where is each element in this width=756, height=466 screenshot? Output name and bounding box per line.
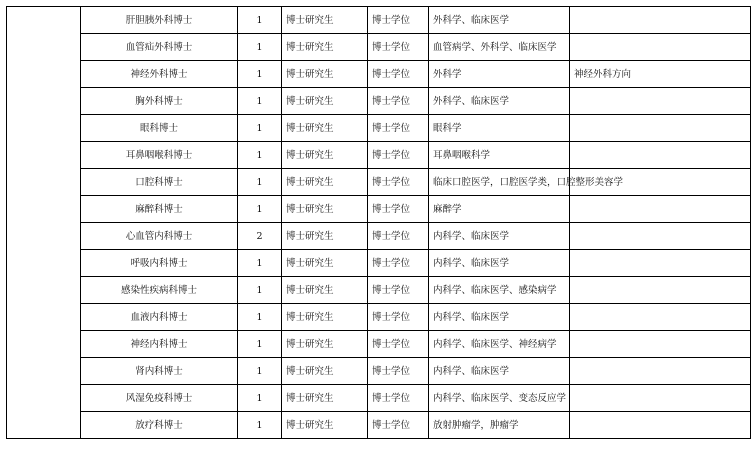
degree-cell-text: 博士学位 xyxy=(372,41,411,53)
table-row xyxy=(7,88,751,115)
table-row xyxy=(7,250,751,277)
note-cell xyxy=(570,223,751,250)
post-name-cell-text: 肾内科博士 xyxy=(135,365,183,377)
headcount-cell xyxy=(238,7,282,34)
note-cell xyxy=(570,250,751,277)
major-cell-text: 内科学、临床医学 xyxy=(433,257,510,269)
headcount-cell-text: 1 xyxy=(256,365,263,377)
education-cell xyxy=(282,169,368,196)
recruitment-table xyxy=(6,6,751,439)
post-name-cell xyxy=(81,61,238,88)
major-cell-text: 内科学、临床医学、感染病学 xyxy=(433,284,557,296)
headcount-cell xyxy=(238,34,282,61)
education-cell-text: 博士研究生 xyxy=(286,338,334,350)
major-cell-text: 外科学、临床医学 xyxy=(433,14,510,26)
major-cell xyxy=(429,115,570,142)
headcount-cell xyxy=(238,88,282,115)
post-name-cell-text: 眼科博士 xyxy=(139,122,178,134)
table-row xyxy=(7,115,751,142)
education-cell xyxy=(282,304,368,331)
table-row xyxy=(7,34,751,61)
note-cell xyxy=(570,88,751,115)
major-cell xyxy=(429,142,570,169)
education-cell-text: 博士研究生 xyxy=(286,284,334,296)
table-row xyxy=(7,304,751,331)
major-cell xyxy=(429,331,570,358)
degree-cell-text: 博士学位 xyxy=(372,257,411,269)
education-cell xyxy=(282,358,368,385)
post-name-cell-text: 风湿免疫科博士 xyxy=(125,392,193,404)
major-cell xyxy=(429,88,570,115)
degree-cell xyxy=(368,115,429,142)
degree-cell xyxy=(368,412,429,439)
post-name-cell xyxy=(81,277,238,304)
table-row xyxy=(7,142,751,169)
post-name-cell xyxy=(81,331,238,358)
major-cell xyxy=(429,223,570,250)
major-cell xyxy=(429,169,624,196)
headcount-cell xyxy=(238,358,282,385)
post-name-cell-text: 放疗科博士 xyxy=(135,419,183,431)
degree-cell-text: 博士学位 xyxy=(372,338,411,350)
note-cell xyxy=(570,277,751,304)
post-name-cell xyxy=(81,88,238,115)
degree-cell-text: 博士学位 xyxy=(372,419,411,431)
education-cell xyxy=(282,412,368,439)
education-cell xyxy=(282,331,368,358)
post-name-cell xyxy=(81,196,238,223)
degree-cell xyxy=(368,34,429,61)
major-cell-text: 放射肿瘤学，肿瘤学 xyxy=(433,419,519,431)
post-name-cell xyxy=(81,412,238,439)
degree-cell xyxy=(368,61,429,88)
degree-cell-text: 博士学位 xyxy=(372,203,411,215)
headcount-cell xyxy=(238,412,282,439)
headcount-cell xyxy=(238,304,282,331)
headcount-cell xyxy=(238,115,282,142)
note-cell xyxy=(570,7,751,34)
post-name-cell xyxy=(81,142,238,169)
headcount-cell xyxy=(238,250,282,277)
post-name-cell xyxy=(81,358,238,385)
post-name-cell-text: 感染性疾病科博士 xyxy=(120,284,197,296)
education-cell xyxy=(282,223,368,250)
education-cell xyxy=(282,196,368,223)
major-cell-text: 麻醉学 xyxy=(433,203,462,215)
post-name-cell-text: 血管疝外科博士 xyxy=(125,41,193,53)
note-cell xyxy=(570,412,751,439)
table-row xyxy=(7,277,751,304)
major-cell-text: 眼科学 xyxy=(433,122,462,134)
post-name-cell-text: 口腔科博士 xyxy=(135,176,183,188)
major-cell xyxy=(429,412,570,439)
degree-cell-text: 博士学位 xyxy=(372,122,411,134)
degree-cell-text: 博士学位 xyxy=(372,68,411,80)
post-name-cell-text: 心血管内科博士 xyxy=(125,230,193,242)
post-name-cell-text: 肝胆胰外科博士 xyxy=(125,14,193,26)
post-name-cell-text: 神经外科博士 xyxy=(130,68,188,80)
note-cell xyxy=(570,115,751,142)
education-cell xyxy=(282,7,368,34)
education-cell xyxy=(282,142,368,169)
education-cell-text: 博士研究生 xyxy=(286,203,334,215)
table-body xyxy=(7,7,751,439)
education-cell-text: 博士研究生 xyxy=(286,230,334,242)
degree-cell xyxy=(368,169,429,196)
education-cell-text: 博士研究生 xyxy=(286,365,334,377)
note-cell xyxy=(570,61,751,88)
post-name-cell xyxy=(81,7,238,34)
education-cell-text: 博士研究生 xyxy=(286,68,334,80)
headcount-cell-text: 1 xyxy=(256,284,263,296)
degree-cell-text: 博士学位 xyxy=(372,14,411,26)
degree-cell xyxy=(368,142,429,169)
degree-cell xyxy=(368,358,429,385)
degree-cell-text: 博士学位 xyxy=(372,284,411,296)
table-row xyxy=(7,196,751,223)
major-cell xyxy=(429,277,570,304)
post-name-cell xyxy=(81,34,238,61)
headcount-cell xyxy=(238,385,282,412)
degree-cell xyxy=(368,304,429,331)
table-row xyxy=(7,169,751,196)
headcount-cell-text: 1 xyxy=(256,149,263,161)
post-name-cell-text: 呼吸内科博士 xyxy=(130,257,188,269)
post-name-cell-text: 胸外科博士 xyxy=(135,95,183,107)
note-cell xyxy=(570,331,751,358)
post-name-cell xyxy=(81,304,238,331)
headcount-cell-text: 1 xyxy=(256,203,263,215)
education-cell-text: 博士研究生 xyxy=(286,95,334,107)
education-cell xyxy=(282,385,368,412)
degree-cell-text: 博士学位 xyxy=(372,149,411,161)
degree-cell-text: 博士学位 xyxy=(372,95,411,107)
major-cell-text: 内科学、临床医学 xyxy=(433,365,510,377)
major-cell-text: 内科学、临床医学 xyxy=(433,230,510,242)
note-cell xyxy=(570,385,751,412)
major-cell xyxy=(429,250,570,277)
major-cell-text: 血管病学、外科学、临床医学 xyxy=(433,41,557,53)
note-cell xyxy=(570,142,751,169)
headcount-cell xyxy=(238,169,282,196)
education-cell-text: 博士研究生 xyxy=(286,419,334,431)
major-cell xyxy=(429,196,570,223)
education-cell-text: 博士研究生 xyxy=(286,176,334,188)
degree-cell-text: 博士学位 xyxy=(372,176,411,188)
degree-cell xyxy=(368,331,429,358)
degree-cell xyxy=(368,7,429,34)
table-row xyxy=(7,223,751,250)
department-cell xyxy=(7,7,81,439)
headcount-cell-text: 1 xyxy=(256,176,263,188)
table-row xyxy=(7,331,751,358)
education-cell-text: 博士研究生 xyxy=(286,41,334,53)
headcount-cell-text: 1 xyxy=(256,122,263,134)
note-cell xyxy=(570,196,751,223)
headcount-cell-text: 1 xyxy=(256,392,263,404)
education-cell xyxy=(282,250,368,277)
headcount-cell-text: 1 xyxy=(256,311,263,323)
education-cell-text: 博士研究生 xyxy=(286,311,334,323)
major-cell-text: 外科学、临床医学 xyxy=(433,95,510,107)
education-cell xyxy=(282,115,368,142)
headcount-cell xyxy=(238,223,282,250)
post-name-cell xyxy=(81,115,238,142)
table-row xyxy=(7,412,751,439)
degree-cell xyxy=(368,277,429,304)
headcount-cell-text: 1 xyxy=(256,41,263,53)
post-name-cell-text: 神经内科博士 xyxy=(130,338,188,350)
degree-cell-text: 博士学位 xyxy=(372,365,411,377)
major-cell-text: 外科学 xyxy=(433,68,462,80)
education-cell-text: 博士研究生 xyxy=(286,392,334,404)
degree-cell-text: 博士学位 xyxy=(372,311,411,323)
major-cell xyxy=(429,34,570,61)
degree-cell-text: 博士学位 xyxy=(372,230,411,242)
degree-cell-text: 博士学位 xyxy=(372,392,411,404)
degree-cell xyxy=(368,385,429,412)
major-cell xyxy=(429,61,570,88)
education-cell-text: 博士研究生 xyxy=(286,122,334,134)
major-cell-text: 内科学、临床医学、变态反应学 xyxy=(433,392,567,404)
headcount-cell xyxy=(238,277,282,304)
major-cell xyxy=(429,7,570,34)
major-cell-text: 内科学、临床医学、神经病学 xyxy=(433,338,557,350)
major-cell-text: 内科学、临床医学 xyxy=(433,311,510,323)
post-name-cell-text: 麻醉科博士 xyxy=(135,203,183,215)
table-row xyxy=(7,61,751,88)
note-cell xyxy=(570,304,751,331)
headcount-cell xyxy=(238,331,282,358)
headcount-cell-text: 1 xyxy=(256,419,263,431)
education-cell xyxy=(282,61,368,88)
post-name-cell-text: 血液内科博士 xyxy=(130,311,188,323)
education-cell-text: 博士研究生 xyxy=(286,149,334,161)
education-cell-text: 博士研究生 xyxy=(286,14,334,26)
major-cell xyxy=(429,358,570,385)
note-cell xyxy=(570,358,751,385)
education-cell xyxy=(282,277,368,304)
headcount-cell xyxy=(238,61,282,88)
table-row xyxy=(7,358,751,385)
post-name-cell xyxy=(81,250,238,277)
headcount-cell-text: 1 xyxy=(256,95,263,107)
headcount-cell-text: 2 xyxy=(256,230,263,242)
headcount-cell-text: 1 xyxy=(256,68,263,80)
headcount-cell-text: 1 xyxy=(256,14,263,26)
education-cell xyxy=(282,88,368,115)
headcount-cell xyxy=(238,196,282,223)
headcount-cell-text: 1 xyxy=(256,257,263,269)
headcount-cell-text: 1 xyxy=(256,338,263,350)
education-cell-text: 博士研究生 xyxy=(286,257,334,269)
major-cell-text: 临床口腔医学，口腔医学类，口腔整形美容学 xyxy=(433,176,624,188)
headcount-cell xyxy=(238,142,282,169)
major-cell xyxy=(429,385,570,412)
degree-cell xyxy=(368,88,429,115)
note-cell-text: 神经外科方向 xyxy=(574,68,632,80)
table-row xyxy=(7,7,751,34)
degree-cell xyxy=(368,223,429,250)
note-cell xyxy=(570,34,751,61)
post-name-cell xyxy=(81,223,238,250)
degree-cell xyxy=(368,196,429,223)
post-name-cell xyxy=(81,169,238,196)
degree-cell xyxy=(368,250,429,277)
post-name-cell xyxy=(81,385,238,412)
major-cell xyxy=(429,304,570,331)
major-cell-text: 耳鼻咽喉科学 xyxy=(433,149,491,161)
table-row xyxy=(7,385,751,412)
education-cell xyxy=(282,34,368,61)
post-name-cell-text: 耳鼻咽喉科博士 xyxy=(125,149,193,161)
